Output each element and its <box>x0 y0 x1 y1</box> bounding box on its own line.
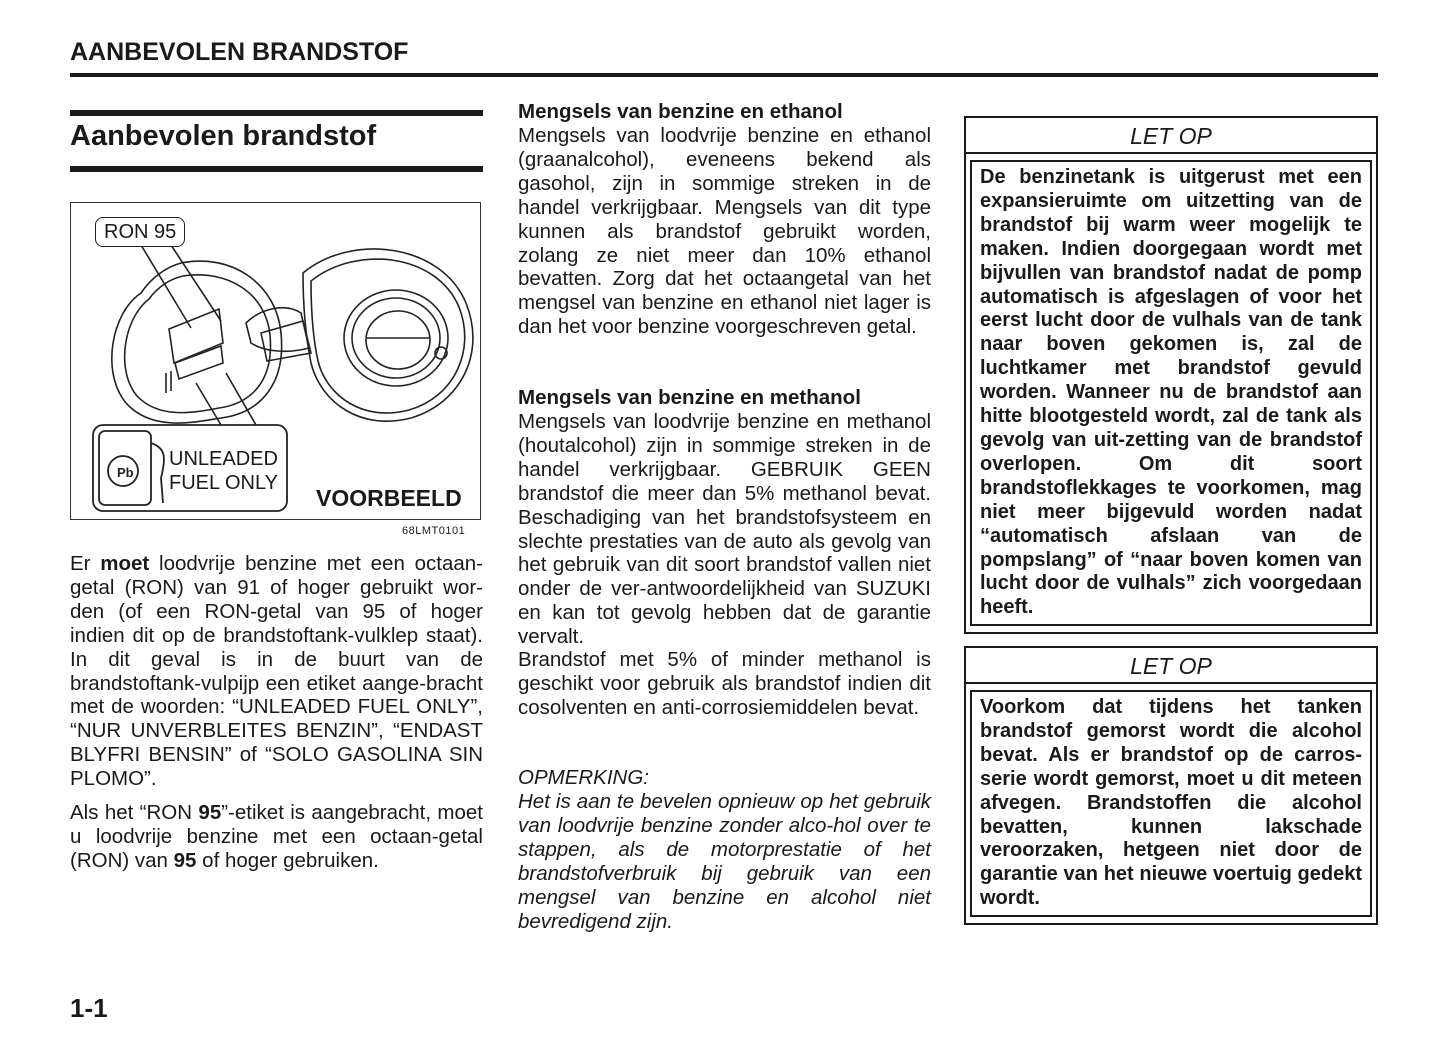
fuel-door-illustration <box>70 202 481 520</box>
note-heading: OPMERKING: <box>518 766 649 789</box>
methanol-heading: Mengsels van benzine en methanol <box>518 386 861 409</box>
p1-text-a: Er <box>70 552 101 575</box>
section-title: Aanbevolen brandstof <box>70 120 377 152</box>
caution-box-2 <box>964 646 1378 925</box>
caution-2-text: Voorkom dat tijdens het tanken brandstof gemorst wordt die alcohol bevat. Als er brandstof op de carros-serie wordt gemorst, moet u dit meteen afvegen. Brandstoffen die alcohol bevatten, kunnen lakschade veroorzaken, hetgeen niet door de garantie van het nieuwe voertuig gedekt wordt. <box>970 690 1372 917</box>
unleaded-label-line2: FUEL ONLY <box>169 472 278 494</box>
svg-text:Pb: Pb <box>117 465 134 480</box>
p2-bold-2: 95 <box>173 848 197 872</box>
methanol-paragraph-2: Brandstof met 5% of minder methanol is geschikt voor gebruik als brandstof indien dit cosolventen en anti-corrosiemiddelen bevat. <box>518 648 931 719</box>
p2-bold-1: 95 <box>198 801 222 824</box>
page-header-title: AANBEVOLEN BRANDSTOF <box>70 38 409 66</box>
caution-1-title: LET OP <box>966 118 1376 154</box>
page-number: 1-1 <box>70 993 108 1023</box>
section-rule-bottom <box>70 166 483 172</box>
ethanol-paragraph: Mengsels van loodvrije benzine en ethanol (graanalcohol), eveneens bekend als gasohol, zijn in sommige streken in de handel verkrijgbaar. Mengsels van dit type kunnen als brandstof gebruikt worden, zolang ze niet meer dan 10% ethanol bevatten. Zorg dat het octaangetal van het mengsel van benzine en ethanol niet lager is dan het voor benzine voorgeschreven getal. <box>518 124 931 339</box>
caution-1-text: De benzinetank is uitgerust met een expansieruimte om uitzetting van de brandstof bij warm weer mogelijk te maken. Indien doorgegaan wordt met bijvullen van brandstof nadat de pomp automatisch is afgeslagen of voor het eerst lucht door de vulhals van de tank naar boven gekomen is, zal de luchtkamer met brandstof gevuld worden. Wanneer nu de brandstof aan hitte blootgesteld wordt, zal de tank als gevolg van uit-zetting van de brandstof overlopen. Om dit soort brandstoflekkages te voorkomen, mag niet meer bijgevuld worden nadat “automatisch afslaan van de pompslang” of “naar boven komen van lucht door de vulhals” zich voorgedaan heeft. <box>970 160 1372 626</box>
col1-paragraph-2 <box>70 801 483 873</box>
section-rule-top <box>70 110 483 116</box>
figure-code: 68LMT0101 <box>402 525 466 537</box>
p1-text-b: loodvrije benzine met een octaan-getal (RON) van 91 of hoger gebruikt wor-den (of een RON-getal van 95 of hoger indien dit op de brandstoftank-vulklep staat). In dit geval is in de buurt van de brandstoftank-vulpijp een etiket aange-bracht met de woorden: “UNLEADED FUEL ONLY”, “NUR UNVERBLEITES BENZIN”, “ENDAST BLYFRI BENSIN” of “SOLO GASOLINA SIN PLOMO”. <box>70 552 484 791</box>
header-rule <box>70 73 1378 77</box>
p2-text-a: Als het “RON <box>70 801 199 824</box>
methanol-paragraph: Mengsels van loodvrije benzine en methanol (houtalcohol) zijn in sommige streken in de handel verkrijgbaar. GEBRUIK GEEN brandstof die meer dan 5% methanol bevat. Beschadiging van het brandstofsysteem en slechte prestaties van de auto als gevolg van het gebruik van dit soort brandstof vallen niet onder de ver-antwoordelijkheid van SUZUKI en kan tot gevolg hebben dat de garantie vervalt. <box>518 410 931 649</box>
p2-text-b: ”-etiket is aangebracht, moet u loodvrije benzine met een octaan-getal (RON) van <box>70 801 483 872</box>
p2-text-c: of hoger gebruiken. <box>196 848 379 872</box>
caution-2-title: LET OP <box>966 648 1376 684</box>
col1-paragraph-1 <box>70 552 483 791</box>
caution-box-1 <box>964 116 1378 634</box>
note-paragraph: Het is aan te bevelen opnieuw op het gebruik van loodvrije benzine zonder alco-hol over te stappen, als de motorprestatie of het brandstofverbruik bij gebruik van een mengsel van benzine en alcohol niet bevredigend zijn. <box>518 790 931 933</box>
voorbeeld-label: VOORBEELD <box>316 485 462 511</box>
unleaded-label-line1: UNLEADED <box>169 448 278 470</box>
ethanol-heading: Mengsels van benzine en ethanol <box>518 100 843 123</box>
p1-bold: moet <box>100 552 150 575</box>
ron-95-label: RON 95 <box>95 217 185 247</box>
